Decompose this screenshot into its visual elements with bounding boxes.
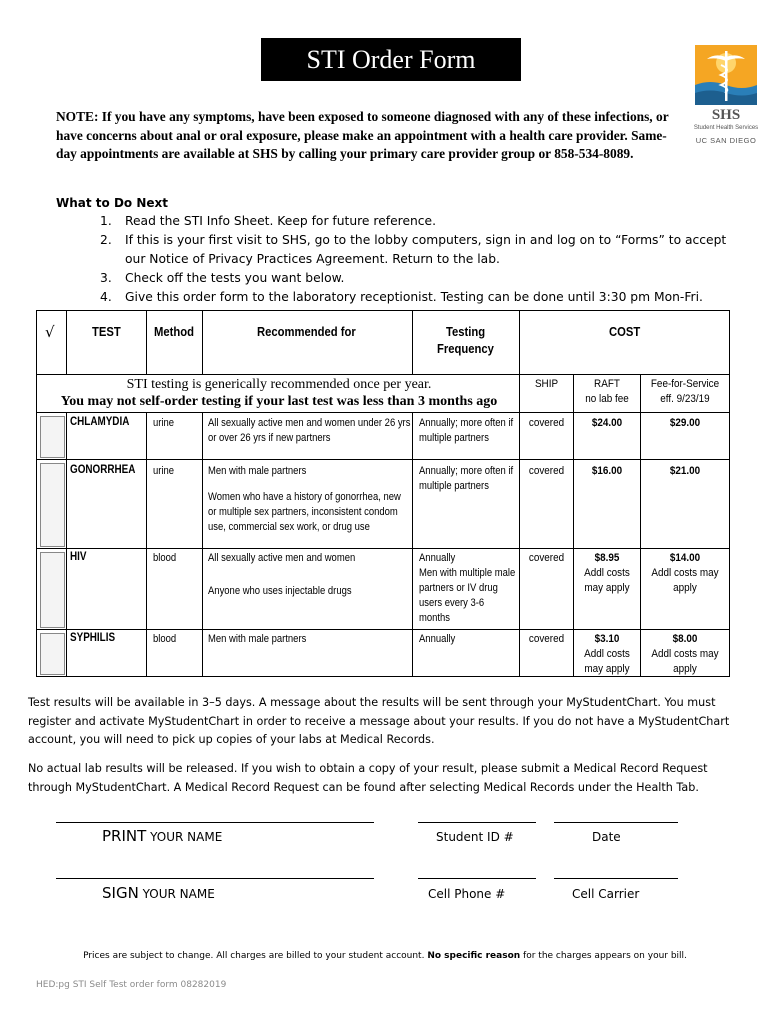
cost-header-ffs-date: eff. 9/23/19 <box>660 393 710 405</box>
recommended-for: All sexually active men and women under 26 yrs or over 26 yrs if new partners <box>208 417 411 444</box>
raft-cost: $3.10 <box>594 633 620 645</box>
recommended-for: Men with male partners <box>208 633 307 645</box>
ffs-cost: $8.00 <box>672 633 698 645</box>
step-number: 1. <box>100 214 112 228</box>
test-frequency: Annually <box>419 633 456 645</box>
step-4: Give this order form to the laboratory receptionist. Testing can be done until 3:30 pm Mon-Fri. <box>125 290 703 304</box>
results-paragraph: Test results will be available in 3–5 days. A message about the results will be sent through your MyStudentChart. You must register and activate MyStudentChart in order to receive a message about your results. If you do not have a MyStudentChart account, you will need to pick up copies of your labs at Medical Records. <box>28 696 730 746</box>
ffs-cost-note: Addl costs may apply <box>651 648 719 675</box>
ffs-cost: $29.00 <box>669 417 701 429</box>
header-cost: COST <box>609 325 641 339</box>
print-name-label: PRINT YOUR NAME <box>102 827 223 845</box>
shs-logo <box>695 45 757 145</box>
logo-sub: Student Health Services <box>693 125 759 131</box>
test-method: urine <box>153 465 175 477</box>
date-label: Date <box>592 830 621 844</box>
ship-cost: covered <box>528 552 565 564</box>
test-frequency: Annually; more often if multiple partners <box>419 417 514 444</box>
raft-cost: $24.00 <box>591 417 623 429</box>
sign-name-line[interactable] <box>56 878 374 879</box>
banner-line-2: You may not self-order testing if your last test was less than 3 months ago <box>60 394 498 409</box>
test-method: urine <box>153 417 175 429</box>
checkbox-chlamydia[interactable] <box>40 416 65 458</box>
test-name: CHLAMYDIA <box>70 416 130 428</box>
logo-name: SHS <box>711 107 741 123</box>
recommended-for: Men with male partners <box>208 465 307 477</box>
ffs-cost: $14.00 <box>669 552 701 564</box>
date-line[interactable] <box>554 822 678 823</box>
student-id-label: Student ID # <box>436 830 514 844</box>
ship-cost: covered <box>528 417 565 429</box>
step-number: 4. <box>100 290 112 304</box>
prices-footnote: Prices are subject to change. All charges are billed to your student account. No specific reason for the charges appears on your bill. <box>83 951 687 961</box>
ship-cost: covered <box>528 633 565 645</box>
test-name: SYPHILIS <box>70 632 116 644</box>
step-2: If this is your first visit to SHS, go to the lobby computers, sign in and log on to “Forms” to accept <box>125 233 727 247</box>
print-name-line[interactable] <box>56 822 374 823</box>
header-frequency-2: Frequency <box>437 342 494 356</box>
cost-header-raft: RAFT <box>594 378 620 390</box>
sign-name-label: SIGN YOUR NAME <box>102 884 215 902</box>
check-column-header: √ <box>45 323 55 341</box>
cell-phone-label: Cell Phone # <box>428 887 506 901</box>
checkbox-hiv[interactable] <box>40 552 65 628</box>
cell-phone-line[interactable] <box>418 878 536 879</box>
ffs-cost-note: Addl costs may apply <box>651 567 719 594</box>
checkbox-gonorrhea[interactable] <box>40 463 65 547</box>
raft-cost: $8.95 <box>594 552 620 564</box>
cost-header-raft-note: no lab fee <box>585 393 629 405</box>
cell-carrier-line[interactable] <box>554 878 678 879</box>
header-recommended: Recommended for <box>257 325 356 339</box>
logo-university: UC SAN DIEGO <box>695 136 757 145</box>
raft-cost-note: Addl costs may apply <box>584 567 630 594</box>
form-id: HED:pg STI Self Test order form 08282019 <box>36 980 227 990</box>
test-method: blood <box>153 552 177 564</box>
ship-cost: covered <box>528 465 565 477</box>
header-frequency: Testing <box>446 325 486 339</box>
recommended-for-2: Anyone who uses injectable drugs <box>208 585 352 597</box>
cost-header-ffs: Fee-for-Service <box>650 378 720 390</box>
raft-cost-note: Addl costs may apply <box>584 648 630 675</box>
banner-line-1: STI testing is generically recommended once per year. <box>126 377 432 392</box>
checkbox-syphilis[interactable] <box>40 633 65 675</box>
test-name: GONORRHEA <box>70 464 136 476</box>
step-3: Check off the tests you want below. <box>125 271 345 285</box>
header-method: Method <box>154 325 194 339</box>
step-1: Read the STI Info Sheet. Keep for future reference. <box>125 214 437 228</box>
recommended-for-2: Women who have a history of gonorrhea, new or multiple sex partners, inconsistent condom use, commercial sex work, or drug use <box>208 491 401 533</box>
recommended-for: All sexually active men and women <box>208 552 356 564</box>
what-next-heading: What to Do Next <box>56 196 168 210</box>
step-number: 3. <box>100 271 112 285</box>
step-2-cont: our Notice of Privacy Practices Agreement. Return to the lab. <box>125 252 500 266</box>
cell-carrier-label: Cell Carrier <box>572 887 640 901</box>
note-paragraph: NOTE: If you have any symptoms, have been exposed to someone diagnosed with any of these infections, or have concerns about anal or oral exposure, please make an appointment with a health care provider. Same-day appointments are available at SHS by calling your primary care provider group or 858-534-8089. <box>56 109 669 161</box>
ffs-cost: $21.00 <box>669 465 701 477</box>
test-method: blood <box>153 633 177 645</box>
page-title: STI Order Form <box>261 38 521 81</box>
step-number: 2. <box>100 233 112 247</box>
header-test: TEST <box>92 325 121 339</box>
caduceus-icon <box>695 45 757 105</box>
cost-header-ship: SHIP <box>534 378 559 390</box>
student-id-line[interactable] <box>418 822 536 823</box>
raft-cost: $16.00 <box>591 465 623 477</box>
test-name: HIV <box>70 551 87 563</box>
test-frequency: Annually; more often if multiple partners <box>419 465 514 492</box>
test-frequency: Annually Men with multiple male partners or IV drug users every 3-6 months <box>419 552 516 624</box>
copy-request-paragraph: No actual lab results will be released. If you wish to obtain a copy of your result, please submit a Medical Record Request through MyStudentChart. A Medical Record Request can be found after selecting Medical Records under the Health Tab. <box>28 762 708 794</box>
